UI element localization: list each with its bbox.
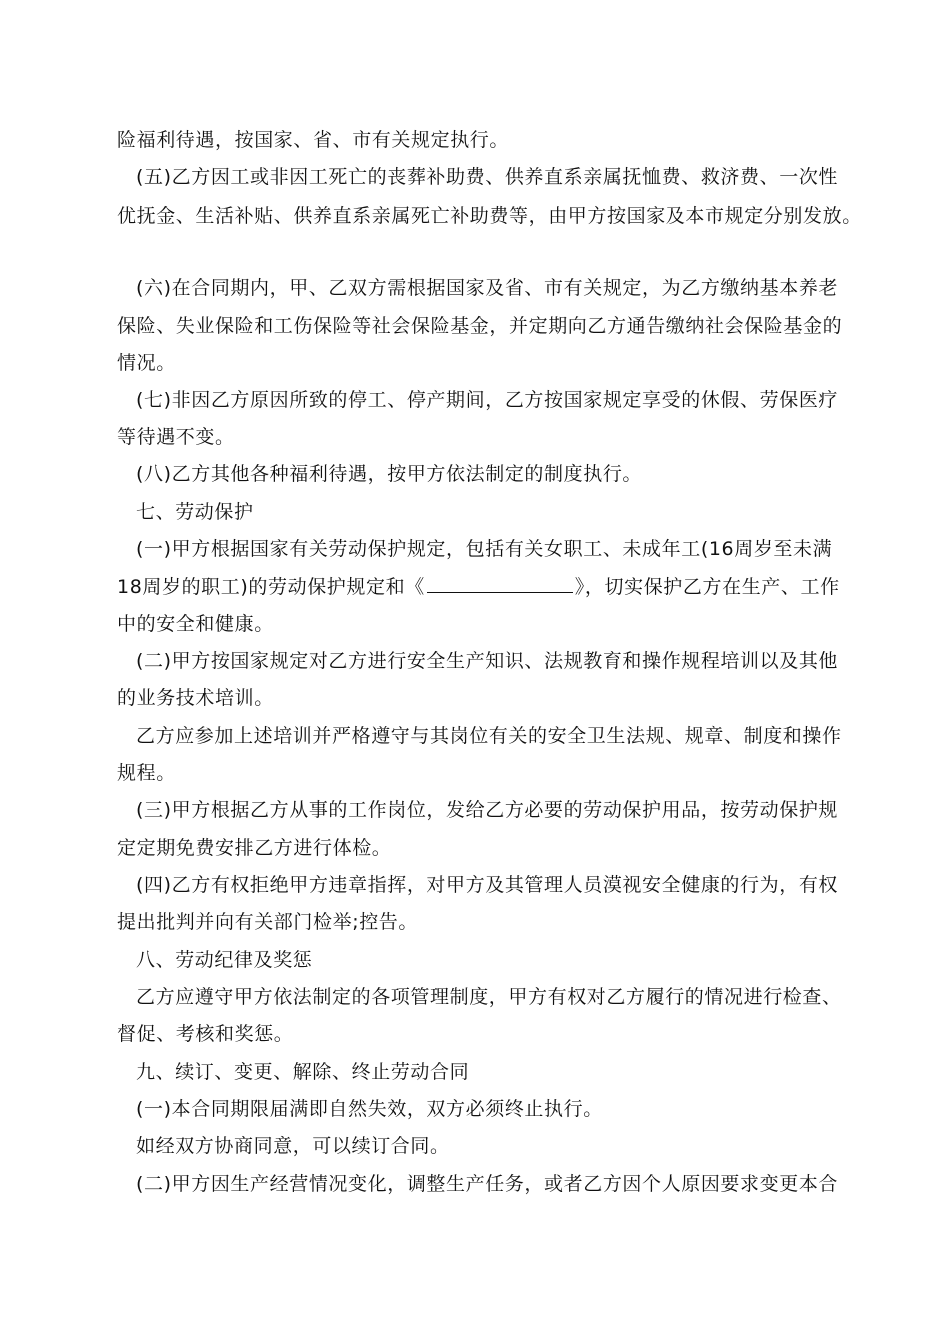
paragraph-text: 如经双方协商同意，可以续订合同。	[136, 1135, 450, 1157]
paragraph-item-2: (二)甲方按国家规定对乙方进行安全生产知识、法规教育和操作规程培训以及其他	[136, 650, 839, 672]
paragraph-item-8: (八)乙方其他各种福利待遇，按甲方依法制定的制度执行。	[136, 463, 643, 485]
text-line: 中的安全和健康。	[117, 613, 274, 635]
text-line: 险福利待遇，按国家、省、市有关规定执行。	[117, 129, 510, 151]
section-heading-7: 七、劳动保护	[136, 501, 254, 523]
text-line: 规程。	[117, 762, 176, 784]
text-line: 情况。	[117, 352, 176, 374]
text-line-with-blank	[117, 574, 840, 599]
text-segment: 18周岁的职工)的劳动保护规定和《	[117, 576, 425, 598]
paragraph-item-6: (六)在合同期内，甲、乙双方需根据国家及省、市有关规定，为乙方缴纳基本养老	[136, 277, 839, 299]
paragraph-item-7: (七)非因乙方原因所致的停工、停产期间，乙方按国家规定享受的休假、劳保医疗	[136, 389, 839, 411]
fill-in-blank	[427, 574, 573, 593]
text-line: 的业务技术培训。	[117, 687, 274, 709]
paragraph-item-1: (一)甲方根据国家有关劳动保护规定，包括有关女职工、未成年工(16周岁至未满	[136, 538, 833, 560]
section-heading-9: 九、续订、变更、解除、终止劳动合同	[136, 1061, 470, 1083]
paragraph-item-1: (一)本合同期限届满即自然失效，双方必须终止执行。	[136, 1098, 603, 1120]
text-line: 督促、考核和奖惩。	[117, 1023, 294, 1045]
paragraph-item-2: (二)甲方因生产经营情况变化，调整生产任务，或者乙方因个人原因要求变更本合	[136, 1173, 839, 1195]
paragraph-item-3: (三)甲方根据乙方从事的工作岗位，发给乙方必要的劳动保护用品，按劳动保护规	[136, 799, 839, 821]
paragraph-item-4: (四)乙方有权拒绝甲方违章指挥，对甲方及其管理人员漠视安全健康的行为，有权	[136, 874, 839, 896]
paragraph-text: 乙方应参加上述培训并严格遵守与其岗位有关的安全卫生法规、规章、制度和操作	[136, 725, 842, 747]
text-line: 优抚金、生活补贴、供养直系亲属死亡补助费等，由甲方按国家及本市规定分别发放。	[117, 205, 862, 227]
section-heading-8: 八、劳动纪律及奖惩	[136, 949, 313, 971]
text-line: 提出批判并向有关部门检举;控告。	[117, 911, 419, 933]
text-segment: 》，切实保护乙方在生产、工作	[574, 576, 840, 598]
text-line: 保险、失业保险和工伤保险等社会保险基金，并定期向乙方通告缴纳社会保险基金的	[117, 315, 843, 337]
paragraph-item-5: (五)乙方因工或非因工死亡的丧葬补助费、供养直系亲属抚恤费、救济费、一次性	[136, 166, 839, 188]
text-line: 定定期免费安排乙方进行体检。	[117, 837, 392, 859]
text-line: 等待遇不变。	[117, 426, 235, 448]
paragraph-text: 乙方应遵守甲方依法制定的各项管理制度，甲方有权对乙方履行的情况进行检查、	[136, 986, 842, 1008]
